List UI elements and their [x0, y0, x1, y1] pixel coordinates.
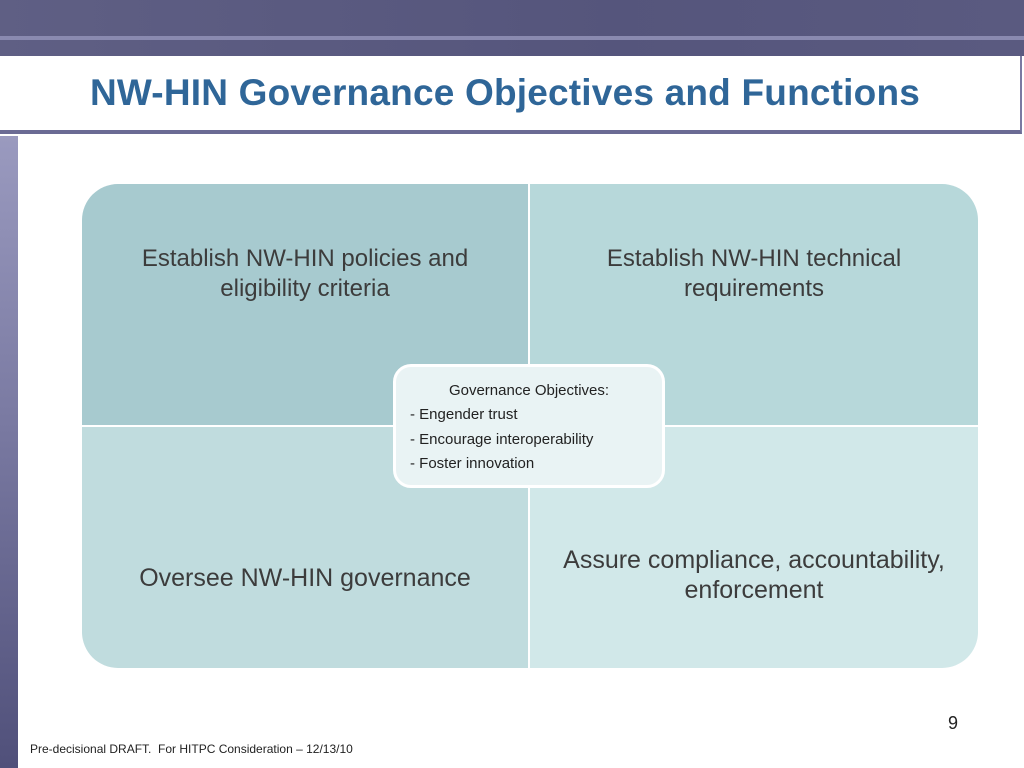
- governance-objectives-box: [393, 364, 665, 488]
- slide-title: NW-HIN Governance Objectives and Functions: [90, 72, 921, 113]
- objective-item: - Encourage interoperability: [410, 430, 594, 448]
- footer-note: Pre-decisional DRAFT. For HITPC Consideration – 12/13/10: [30, 742, 353, 756]
- objective-item: - Engender trust: [410, 406, 518, 423]
- objective-item: - Foster innovation: [410, 455, 535, 472]
- matrix-cell-technical-label: Establish NW-HIN technical requirements: [606, 245, 902, 302]
- left-accent-bar: [0, 136, 18, 768]
- matrix-cell-oversee-label: Oversee NW-HIN governance: [139, 563, 471, 592]
- page-number: 9: [948, 713, 959, 733]
- matrix-cell-compliance-label: Assure compliance, accountability, enforcement: [563, 545, 945, 604]
- objectives-heading: Governance Objectives:: [448, 382, 610, 399]
- matrix-cell-policies-label: Establish NW-HIN policies and eligibility criteria: [141, 245, 469, 302]
- top-banner: [0, 0, 1024, 56]
- top-banner-stripe: [0, 36, 1024, 40]
